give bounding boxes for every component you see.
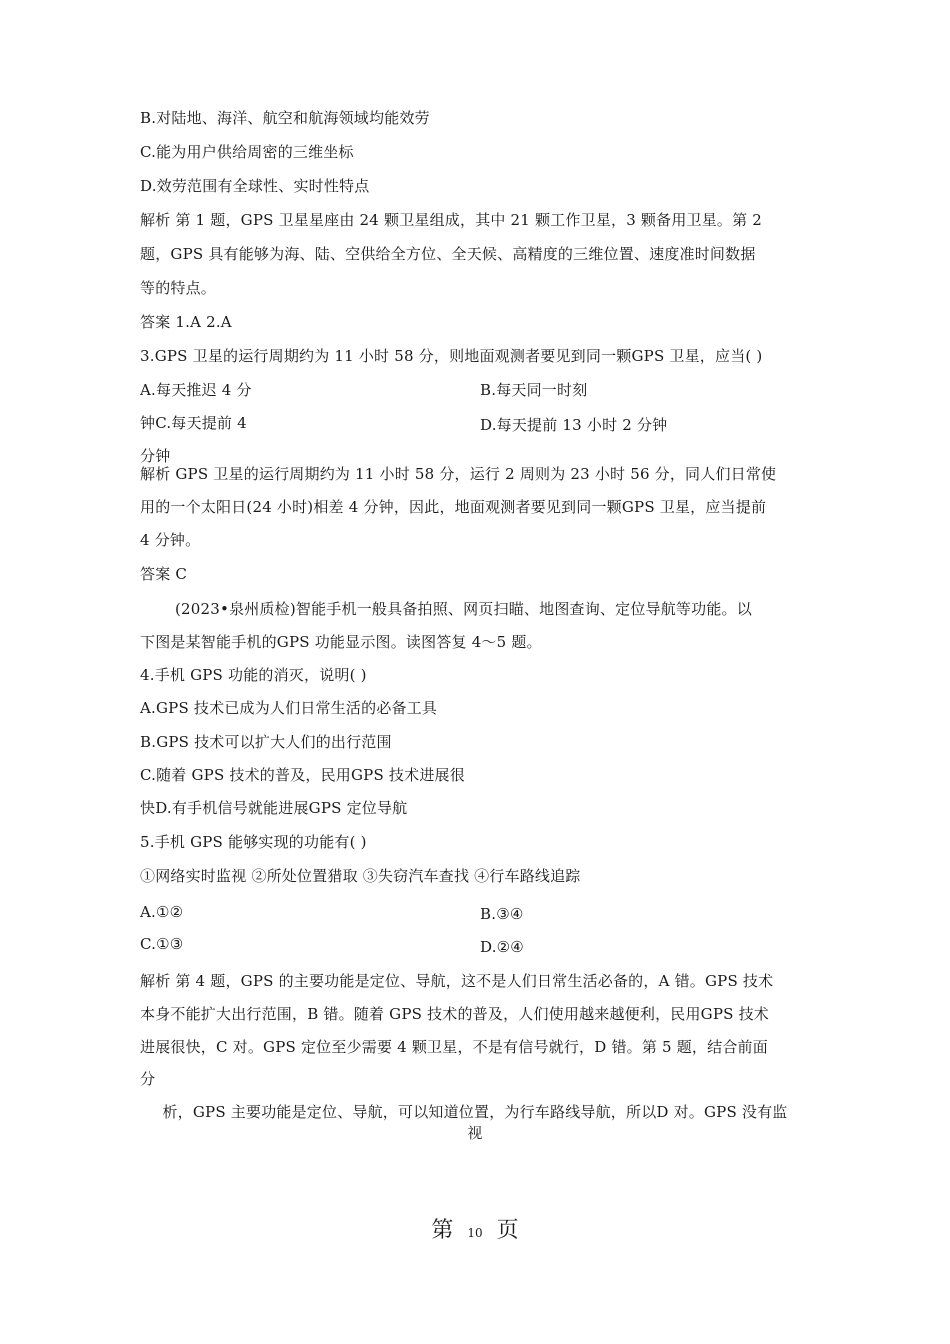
- question-5: 5.手机 GPS 能够实现的功能有( ): [140, 833, 367, 851]
- option-a: A.GPS 技术已成为人们日常生活的必备工具: [140, 699, 438, 717]
- option-b: B.GPS 技术可以扩大人们的出行范围: [140, 733, 392, 751]
- analysis-line: 等的特点。: [140, 279, 217, 297]
- analysis-line: 4 分钟。: [140, 531, 201, 549]
- footer-prefix: 第: [431, 1218, 454, 1243]
- option-b: B.每天同一时刻: [480, 381, 588, 399]
- analysis-line: 题，GPS 具有能够为海、陆、空供给全方位、全天候、高精度的三维位置、速度准时间数据: [140, 245, 756, 263]
- analysis-line-centered: 视: [467, 1124, 483, 1142]
- option-d: 快D.有手机信号就能进展GPS 定位导航: [140, 799, 408, 817]
- analysis-line: 分: [140, 1070, 156, 1088]
- material-intro: 下图是某智能手机的GPS 功能显示图。读图答复 4～5 题。: [140, 633, 542, 651]
- analysis-line-centered: 析，GPS 主要功能是定位、导航，可以知道位置，为行车路线导航，所以D 对。GPS 没有监: [162, 1103, 788, 1121]
- analysis-line: 解析 GPS 卫星的运行周期约为 11 小时 58 分，运行 2 周则为 23 小时 56 分，同人们日常使: [140, 465, 777, 483]
- option-b: B.③④: [480, 905, 524, 923]
- choice-list: ①网络实时监视 ②所处位置猎取 ③失窃汽车查找 ④行车路线追踪: [140, 867, 581, 885]
- option-c: C.随着 GPS 技术的普及，民用GPS 技术进展很: [140, 766, 465, 784]
- option-d: D.每天提前 13 小时 2 分钟: [480, 416, 668, 434]
- option-c-line: C.能为用户供给周密的三维坐标: [140, 143, 354, 161]
- page-number: 10: [467, 1226, 483, 1240]
- option-a: A.每天推迟 4 分: [140, 381, 252, 399]
- answer-line: 答案 1.A 2.A: [140, 313, 232, 331]
- analysis-line: 解析 第 1 题，GPS 卫星星座由 24 颗卫星组成，其中 21 颗工作卫星，3 颗备用卫星。第 2: [140, 211, 763, 229]
- option-c: C.①③: [140, 935, 184, 953]
- analysis-line: 用的一个太阳日(24 小时)相差 4 分钟，因此，地面观测者要见到同一颗GPS 卫星，应当提前: [140, 498, 767, 516]
- answer-line: 答案 C: [140, 565, 188, 583]
- page-footer: [0, 1216, 950, 1248]
- option-c: 钟C.每天提前 4: [140, 414, 247, 432]
- option-a: A.①②: [140, 903, 184, 921]
- material-intro: (2023•泉州质检)智能手机一般具备拍照、网页扫瞄、地图查询、定位导航等功能。以: [175, 600, 752, 618]
- analysis-line: 本身不能扩大出行范围，B 错。随着 GPS 技术的普及，人们使用越来越便利，民用GPS 技术: [140, 1005, 770, 1023]
- option-c-continued: 分钟: [140, 447, 171, 465]
- question-3: 3.GPS 卫星的运行周期约为 11 小时 58 分，则地面观测者要见到同一颗GPS 卫星，应当( ): [140, 347, 763, 365]
- option-d-line: D.效劳范围有全球性、实时性特点: [140, 177, 370, 195]
- footer-suffix: 页: [496, 1218, 519, 1243]
- option-d: D.②④: [480, 938, 524, 956]
- question-4: 4.手机 GPS 功能的消灭，说明( ): [140, 666, 367, 684]
- analysis-line: 进展很快，C 对。GPS 定位至少需要 4 颗卫星，不是有信号就行，D 错。第 5 题，结合前面: [140, 1038, 768, 1056]
- analysis-line: 解析 第 4 题，GPS 的主要功能是定位、导航，这不是人们日常生活必备的，A 错。GPS 技术: [140, 972, 774, 990]
- option-b-line: B.对陆地、海洋、航空和航海领域均能效劳: [140, 109, 430, 127]
